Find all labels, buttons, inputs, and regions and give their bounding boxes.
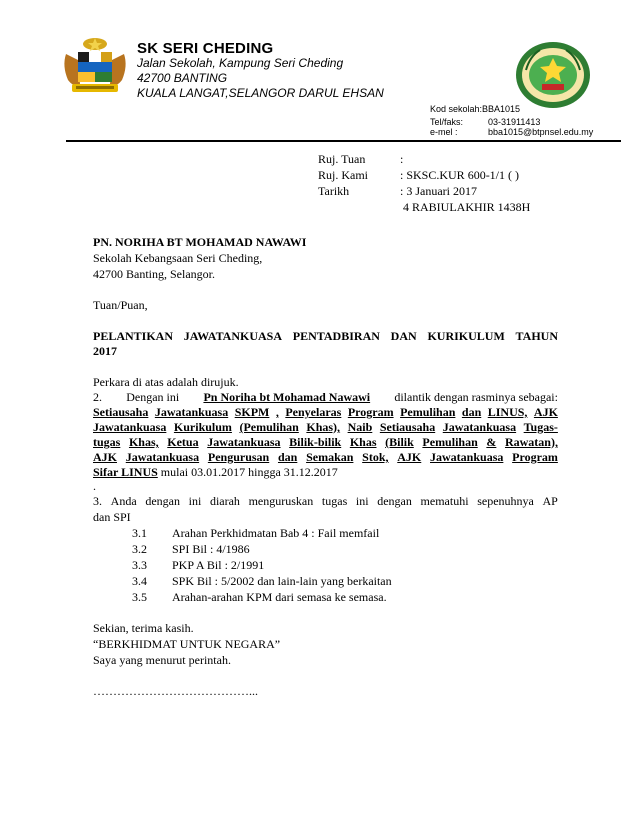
list-item-number: 3.5 <box>132 590 147 604</box>
p3-word: Anda <box>110 494 137 508</box>
p3-word: dengan <box>145 494 180 508</box>
p3-word: ini <box>355 494 369 508</box>
subject-word: JAWATANKUASA <box>183 329 283 343</box>
subject-line1 <box>93 329 558 344</box>
date-label: Tarikh <box>318 184 350 198</box>
school-code: Kod sekolah:BBA1015 <box>430 104 521 114</box>
school-address-line3: KUALA LANGAT,SELANGOR DARUL EHSAN <box>137 86 384 100</box>
word: Jawatankuasa <box>207 435 281 449</box>
word: dan <box>277 450 298 464</box>
word: Setiausaha <box>379 420 436 434</box>
p3-word: 3. <box>93 494 102 508</box>
subject-word: TAHUN <box>515 329 558 343</box>
p3-word: tugas <box>321 494 348 508</box>
word: SKPM <box>234 405 270 419</box>
word: Rawatan), <box>504 435 558 449</box>
word: tugas <box>93 435 121 449</box>
paragraph-1: Perkara di atas adalah dirujuk. <box>93 375 239 389</box>
word: AJK <box>533 405 558 419</box>
paragraph-3-line1 <box>93 494 558 509</box>
saya-yang-menurut: Saya yang menurut perintah. <box>93 653 231 667</box>
list-item-text: Arahan-arahan KPM dari semasa ke semasa. <box>172 590 387 604</box>
malaysia-coat-of-arms-icon <box>58 36 132 98</box>
date-value: : 3 Januari 2017 <box>400 184 477 198</box>
word: Naib <box>347 420 373 434</box>
word: & <box>486 435 497 449</box>
ruj-tuan-value: : <box>400 152 404 166</box>
p3-word: AP <box>542 494 558 508</box>
list-item-number: 3.1 <box>132 526 147 540</box>
school-emblem-icon <box>514 40 592 110</box>
word: AJK <box>397 450 422 464</box>
p3-word: menguruskan <box>248 494 314 508</box>
word: Setiausaha <box>93 405 149 419</box>
paragraph-2-dot: . <box>93 479 96 493</box>
list-item-number: 3.3 <box>132 558 147 572</box>
word: Penyelaras <box>285 405 342 419</box>
word: Bilik-bilik <box>289 435 342 449</box>
recipient-address-line1: Sekolah Kebangsaan Seri Cheding, <box>93 251 263 265</box>
paragraph-2-line5 <box>93 450 558 465</box>
closing: Sekian, terima kasih. <box>93 621 194 635</box>
paragraph-2-line3 <box>93 420 558 435</box>
word: Pemulihan <box>422 435 478 449</box>
word: Khas <box>349 435 377 449</box>
word: Jawatankuasa <box>154 405 229 419</box>
school-address-line2: 42700 BANTING <box>137 71 228 85</box>
word: Program <box>512 450 558 464</box>
subject-word: PELANTIKAN <box>93 329 174 343</box>
role-text: Sifar LINUS <box>93 465 158 479</box>
header-divider <box>66 140 621 142</box>
appointment-period: mulai 03.01.2017 hingga 31.12.2017 <box>157 465 338 479</box>
word: (Pemulihan <box>239 420 299 434</box>
p3-word: mematuhi <box>420 494 469 508</box>
word: Pengurusan <box>207 450 270 464</box>
word: Tugas- <box>523 420 558 434</box>
recipient-address-line2: 42700 Banting, Selangor. <box>93 267 215 281</box>
paragraph-2-line2 <box>93 405 558 420</box>
signature-line: …………………………………... <box>93 684 258 698</box>
tel-label: Tel/faks: <box>430 117 464 127</box>
paragraph-number: 2. <box>93 390 102 404</box>
word: , <box>275 405 279 419</box>
word: Stok, <box>362 450 389 464</box>
paragraph-2-rest: dilantik dengan rasminya sebagai: <box>394 390 558 404</box>
word: Jawatankuasa <box>430 450 504 464</box>
p3-word: diarah <box>209 494 240 508</box>
ruj-kami-value: : SKSC.KUR 600-1/1 ( ) <box>400 168 520 182</box>
tel-value: 03-31911413 <box>488 117 541 127</box>
word: Kurikulum <box>173 420 232 434</box>
paragraph-2-line4 <box>93 435 558 450</box>
school-address-line1: Jalan Sekolah, Kampung Seri Cheding <box>137 56 344 70</box>
list-item-number: 3.4 <box>132 574 147 588</box>
paragraph-2-line6 <box>93 465 338 480</box>
list-item-text: Arahan Perkhidmatan Bab 4 : Fail memfail <box>172 526 380 540</box>
word: dan <box>461 405 482 419</box>
recipient-name: PN. NORIHA BT MOHAMAD NAWAWI <box>93 235 307 249</box>
school-name: SK SERI CHEDING <box>137 40 274 57</box>
appointee-name: Pn Noriha bt Mohamad Nawawi <box>203 390 371 404</box>
subject-word: DAN <box>390 329 417 343</box>
word: Khas, <box>128 435 159 449</box>
list-item-text: SPI Bil : 4/1986 <box>172 542 250 556</box>
word: Pemulihan <box>400 405 456 419</box>
ruj-kami-label: Ruj. Kami <box>318 168 368 182</box>
hijri-date: 4 RABIULAKHIR 1438H <box>403 200 531 214</box>
word: Program <box>347 405 394 419</box>
salutation: Tuan/Puan, <box>93 298 148 312</box>
motto: “BERKHIDMAT UNTUK NEGARA” <box>93 637 281 651</box>
word: LINUS, <box>487 405 528 419</box>
list-item-text: PKP A Bil : 2/1991 <box>172 558 265 572</box>
paragraph-2-line1 <box>93 390 558 405</box>
subject-line2: 2017 <box>93 344 117 358</box>
word: Semakan <box>306 450 354 464</box>
list-item-text: SPK Bil : 5/2002 dan lain-lain yang berkaitan <box>172 574 392 588</box>
p3-word: sepenuhnya <box>477 494 534 508</box>
email-label: e-mel : <box>430 127 458 137</box>
paragraph-3-line2: dan SPI <box>93 510 131 524</box>
subject-word: PENTADBIRAN <box>292 329 380 343</box>
p3-word: ini <box>188 494 202 508</box>
word: Jawatankuasa <box>442 420 517 434</box>
subject-word: KURIKULUM <box>427 329 505 343</box>
word: Khas), <box>306 420 341 434</box>
p3-word: dengan <box>377 494 412 508</box>
word: Jawatankuasa <box>93 420 167 434</box>
ruj-tuan-label: Ruj. Tuan <box>318 152 366 166</box>
word: (Bilik <box>385 435 414 449</box>
word: Jawatankuasa <box>125 450 200 464</box>
word: AJK <box>93 450 117 464</box>
list-item-number: 3.2 <box>132 542 147 556</box>
word: Ketua <box>167 435 199 449</box>
email-value: bba1015@btpnsel.edu.my <box>488 127 594 137</box>
paragraph-2-intro: Dengan ini <box>126 390 180 404</box>
